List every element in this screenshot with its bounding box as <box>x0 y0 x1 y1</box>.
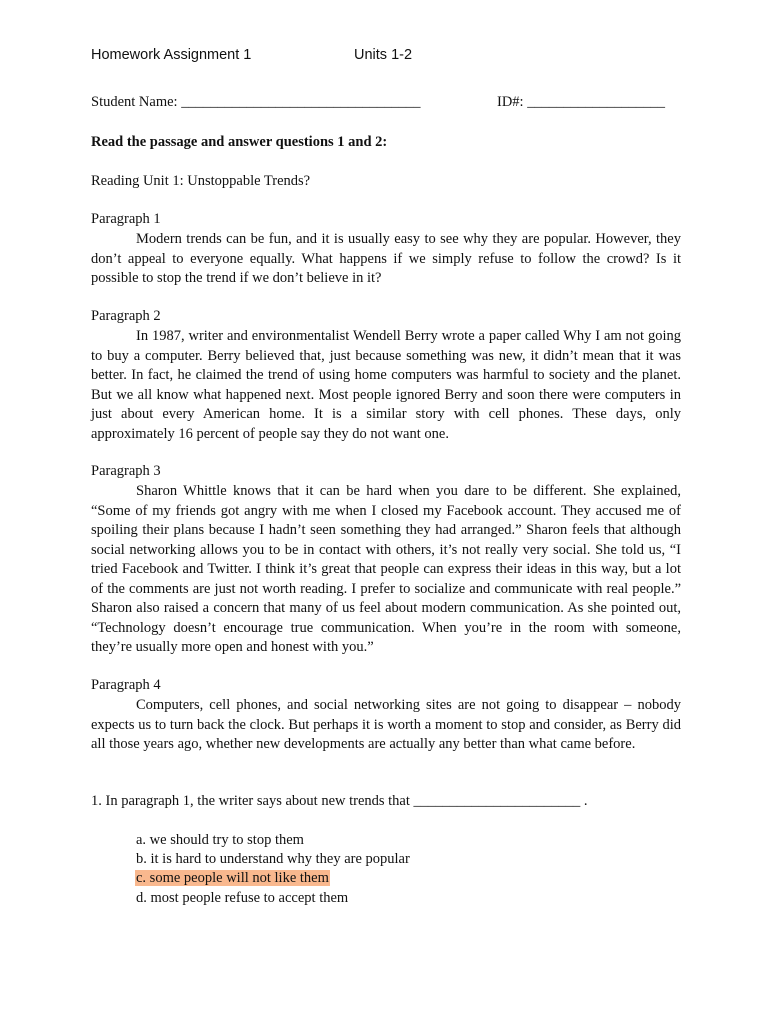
paragraph-4-text: Computers, cell phones, and social networking sites are not going to disappear – nobody expects us to turn back the clock. But perhaps it is worth a moment to stop and consider, as Berry did all those years ago, whether new developments are actually any better than what came before. <box>91 697 681 752</box>
paragraph-2-text: In 1987, writer and environmentalist Wendell Berry wrote a paper called Why I am not going to buy a computer. Berry believed that, just because something was new, it didn’t mean that it was better. In fact, he claimed the trend of using home computers was harmful to society and the planet. But we all know what happened next. Most people ignored Berry and soon there were computers in just about every American home. It is a similar story with cell phones. These days, only approximately 16 percent of people say they do not want one. <box>91 328 681 442</box>
instructions: Read the passage and answer questions 1 and 2: <box>91 134 388 150</box>
question-1-option-b[interactable] <box>136 850 410 870</box>
question-1-option-d[interactable] <box>136 889 348 909</box>
assignment-title: Homework Assignment 1 <box>91 47 252 63</box>
question-1-option-a[interactable] <box>136 831 304 851</box>
reading-title: Reading Unit 1: Unstoppable Trends? <box>91 173 311 189</box>
paragraph-3-text: Sharon Whittle knows that it can be hard when you dare to be different. She explained, “Some of my friends got angry with me when I closed my Facebook account. They accused me of spoiling their plans because I hadn’t seen something they had arranged.” Sharon feels that although social networking allows you to be in contact with others, it’s not really very social. She told us, “I tried Facebook and Twitter. I think it’s great that people can express their ideas in this way, but a lot of the comments are just not worth reading. I prefer to socialize and communicate with real people.” Sharon also raised a concern that many of us feel about modern communication. As she pointed out, “Technology doesn’t encourage true communication. When you’re in the room with someone, they’re usually more open and honest with you.” <box>91 483 681 655</box>
paragraph-4-heading: Paragraph 4 <box>91 677 161 693</box>
option-a-label: a. we should try to stop them <box>136 832 304 848</box>
paragraph-1-heading: Paragraph 1 <box>91 211 161 227</box>
question-1-stem: 1. In paragraph 1, the writer says about new trends that _______________________ . <box>91 793 588 809</box>
paragraph-3-heading: Paragraph 3 <box>91 463 161 479</box>
paragraph-2-heading: Paragraph 2 <box>91 308 161 324</box>
option-d-label: d. most people refuse to accept them <box>136 890 349 906</box>
student-id-field[interactable]: ID#: ___________________ <box>497 94 665 110</box>
student-name-field[interactable]: Student Name: _________________________________ <box>91 94 421 110</box>
option-b-label: b. it is hard to understand why they are popular <box>136 851 410 867</box>
question-1-option-c[interactable] <box>135 869 330 889</box>
paragraph-1-text: Modern trends can be fun, and it is usually easy to see why they are popular. However, they don’t appeal to everyone equally. What happens if we simply refuse to follow the crowd? Is it possible to stop the trend if we don’t believe in it? <box>91 231 681 286</box>
assignment-units: Units 1-2 <box>354 47 413 63</box>
option-c-label-highlighted: c. some people will not like them <box>136 870 329 886</box>
